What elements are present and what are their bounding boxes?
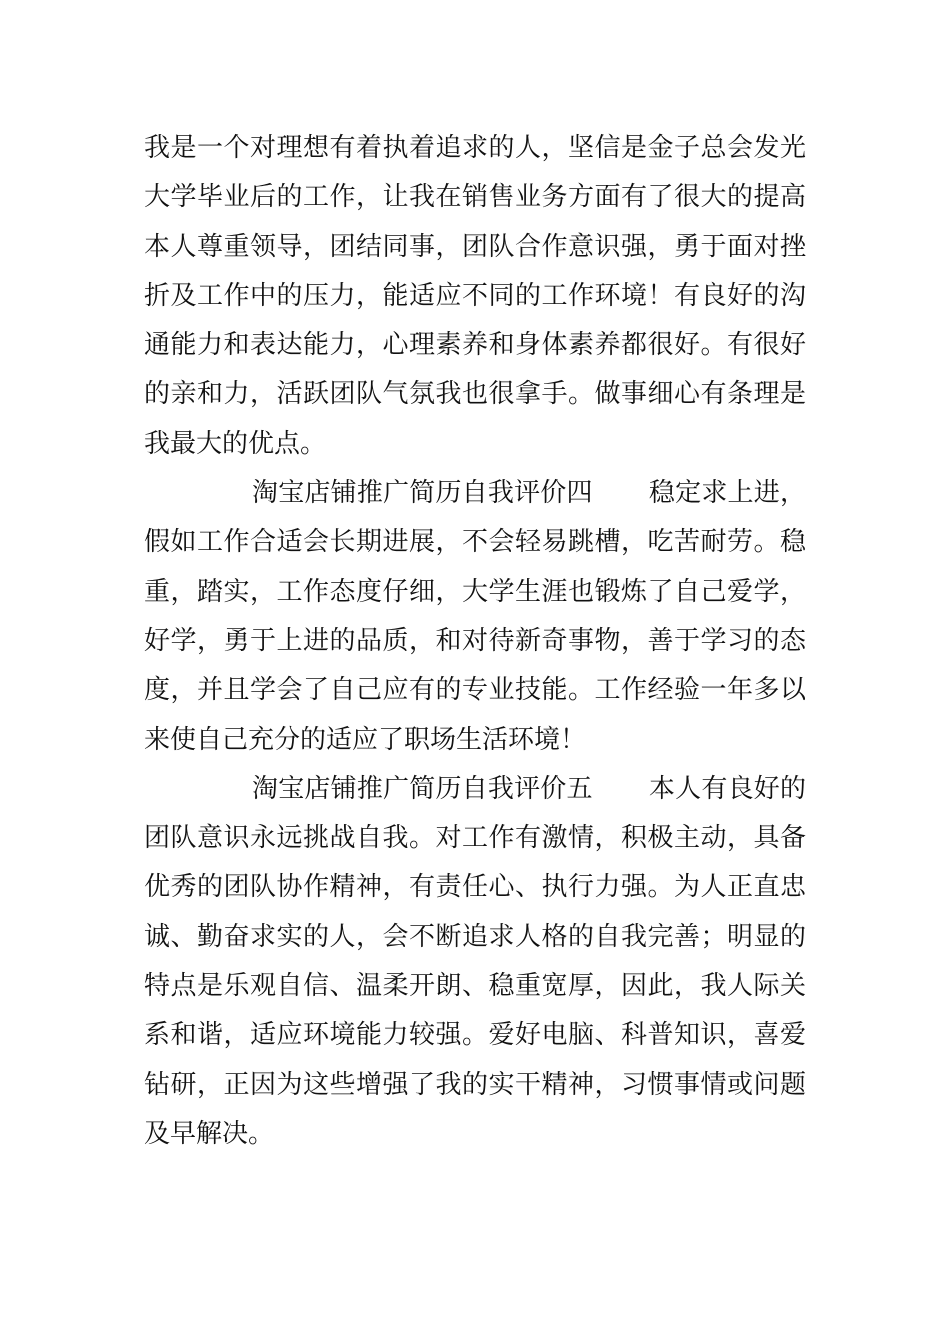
section-4-heading: 淘宝店铺推广简历自我评价四 (252, 478, 593, 509)
text-line: 我是一个对理想有着执着追求的人，坚信是金子总会发光 (144, 133, 806, 163)
text-line: 来使自己充分的适应了职场生活环境！ (144, 724, 587, 755)
text-line: 及早解决。 (144, 1118, 275, 1149)
text-line: 大学毕业后的工作，让我在销售业务方面有了很大的提高 (144, 182, 806, 213)
text-line: 特点是乐观自信、温柔开朗、稳重宽厚，因此，我人际关 (144, 971, 806, 1002)
section-4-first-line (144, 469, 806, 518)
text-line: 的亲和力，活跃团队气氛我也很拿手。做事细心有条理是 (144, 379, 806, 410)
document-body (144, 124, 806, 1159)
text-line: 本人尊重领导，团结同事，团队合作意识强，勇于面对挫 (144, 231, 806, 262)
text-line: 团队意识永远挑战自我。对工作有激情，积极主动，具备 (144, 823, 806, 854)
text-line: 重，踏实，工作态度仔细，大学生涯也锻炼了自己爱学， (144, 576, 806, 607)
text-line: 通能力和表达能力，心理素养和身体素养都很好。有很好 (144, 330, 806, 361)
section-5-lead-text: 本人有良好的 (648, 773, 806, 804)
text-line: 我最大的优点。 (144, 428, 327, 459)
section-5-first-line (144, 765, 806, 814)
section-5-heading: 淘宝店铺推广简历自我评价五 (252, 773, 593, 804)
text-line: 诚、勤奋求实的人，会不断追求人格的自我完善；明显的 (144, 921, 806, 952)
text-line: 折及工作中的压力，能适应不同的工作环境！有良好的沟 (144, 280, 806, 311)
section-4-lead-text: 稳定求上进， (648, 478, 806, 509)
text-line: 好学，勇于上进的品质，和对待新奇事物，善于学习的态 (144, 625, 806, 656)
text-line: 度，并且学会了自己应有的专业技能。工作经验一年多以 (144, 675, 806, 706)
text-line: 钻研，正因为这些增强了我的实干精神，习惯事情或问题 (144, 1069, 806, 1100)
text-line: 假如工作合适会长期进展，不会轻易跳槽，吃苦耐劳。稳 (144, 527, 806, 558)
text-line: 优秀的团队协作精神，有责任心、执行力强。为人正直忠 (144, 872, 806, 903)
text-line: 系和谐，适应环境能力较强。爱好电脑、科普知识，喜爱 (144, 1020, 806, 1051)
